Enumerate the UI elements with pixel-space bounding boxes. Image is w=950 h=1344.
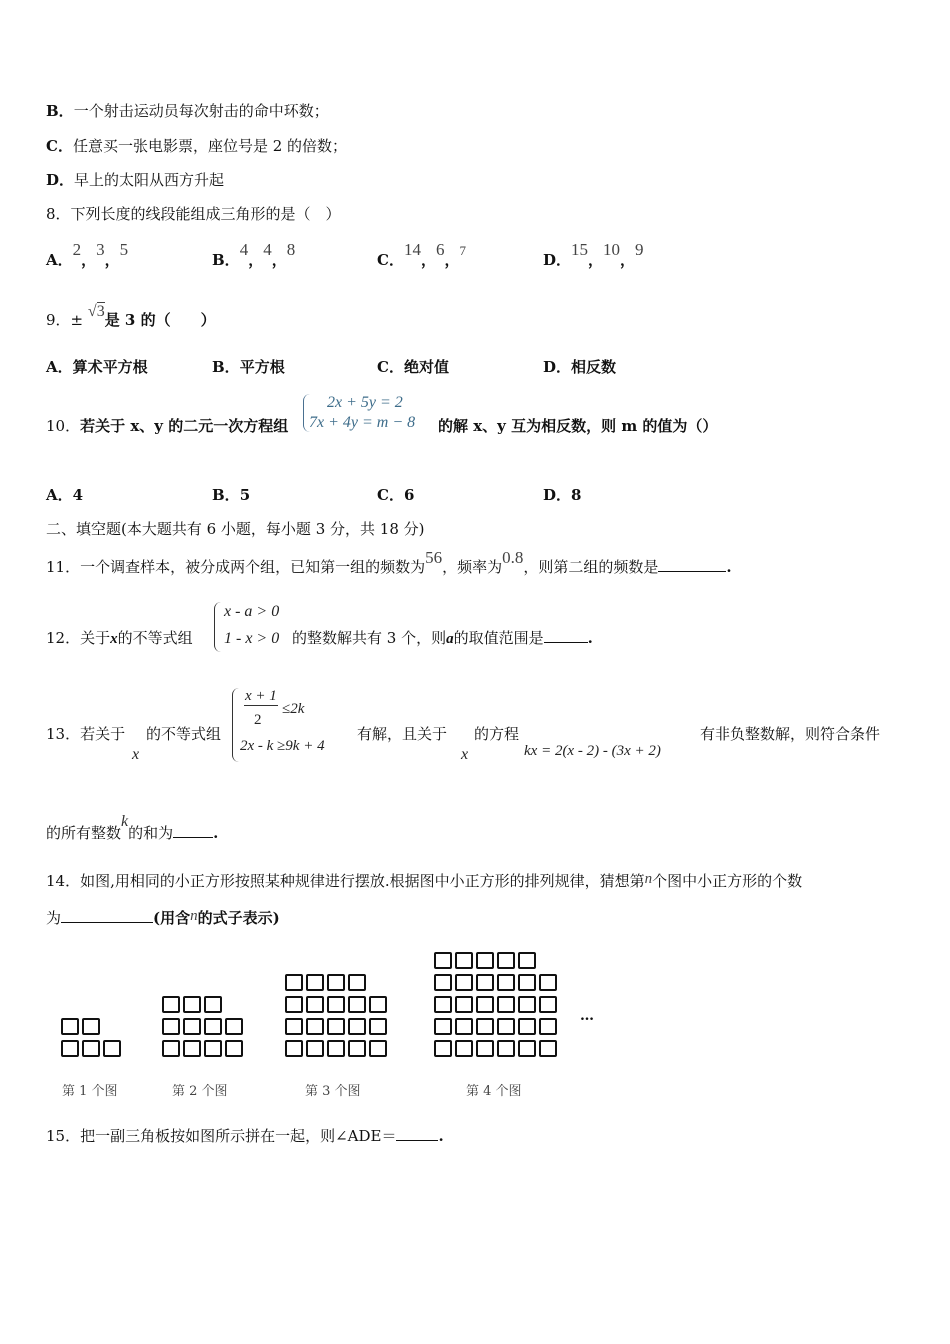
pattern-square: [476, 974, 494, 991]
pattern-square: [225, 1018, 243, 1035]
question-text: 若关于 x、y 的二元一次方程组: [80, 417, 289, 435]
pattern-square: [285, 1040, 303, 1057]
pattern-square: [327, 1040, 345, 1057]
pattern-square: [306, 996, 324, 1013]
q10-equation-system: [303, 394, 438, 434]
option-text: 8: [571, 486, 582, 504]
q10-stem-a: [46, 416, 288, 436]
pattern-square: [162, 1040, 180, 1057]
q12-stem-a: [46, 628, 193, 649]
question-text: 有非负整数解，则符合条件: [700, 725, 881, 743]
q13-var-x2: x: [461, 746, 469, 763]
question-text: (用含: [153, 909, 191, 927]
question-text: 关于: [80, 629, 111, 647]
pattern-square: [455, 1040, 473, 1057]
question-text: 的不等式组: [117, 629, 193, 647]
pattern-square: [497, 1040, 515, 1057]
q13-equation: kx = 2(x - 2) - (3x + 2): [524, 743, 661, 759]
question-text: 的取值范围是: [453, 629, 544, 647]
question-text: ，频率为: [442, 558, 503, 576]
value: 9: [635, 240, 644, 259]
q10-stem-b: [438, 416, 717, 436]
answer-blank[interactable]: [658, 557, 726, 572]
pattern-square: [225, 1040, 243, 1057]
figure-caption: 第 3 个图: [305, 1084, 361, 1099]
pattern-square: [434, 996, 452, 1013]
question-number: 13．: [46, 725, 81, 743]
pattern-square: [162, 996, 180, 1013]
option-letter: C．: [377, 486, 404, 504]
inequality-1-rhs: ≤2k: [282, 701, 305, 717]
radicand: 3: [96, 303, 105, 320]
question-text: 的解 x、y 互为相反数，则 m 的值为（）: [438, 417, 718, 435]
q9-option-b: [212, 357, 285, 377]
question-text: 的方程: [474, 725, 520, 743]
option-text: 相反数: [571, 358, 617, 376]
period: .: [726, 558, 732, 576]
pattern-square: [306, 974, 324, 991]
option-letter: D．: [46, 171, 75, 189]
question-number: 9．: [46, 311, 71, 329]
option-letter: B．: [212, 486, 240, 504]
q13-stem-c: [357, 724, 447, 744]
pattern-square: [518, 974, 536, 991]
option-text: 6: [403, 486, 415, 504]
variable-x: x: [110, 631, 118, 647]
question-text: 为: [46, 909, 62, 927]
value: 15: [571, 240, 589, 259]
figure-caption: 第 1 个图: [62, 1084, 118, 1099]
question-number: 10．: [46, 417, 81, 435]
q7-option-c: [46, 136, 347, 156]
pattern-square: [518, 996, 536, 1013]
pattern-square: [518, 1018, 536, 1035]
option-text: 绝对值: [403, 358, 449, 376]
option-text: 5: [239, 486, 251, 504]
q10-option-c: [377, 485, 414, 505]
frequency-count: 56: [425, 548, 443, 567]
option-letter: D．: [543, 486, 572, 504]
pattern-square: [497, 996, 515, 1013]
period: .: [213, 824, 219, 842]
pattern-square: [327, 1018, 345, 1035]
q7-option-b: [46, 101, 329, 121]
question-text: 的和为: [128, 824, 174, 842]
option-text: 算术平方根: [72, 358, 148, 376]
q10-option-d: [543, 485, 581, 505]
frequency-rate: 0.8: [502, 548, 524, 567]
option-text: 一个射击运动员每次射击的命中环数；: [73, 102, 329, 120]
q12-inequality-system: [214, 602, 294, 654]
pattern-square: [183, 996, 201, 1013]
value: 7: [459, 243, 466, 258]
value: 2: [72, 240, 82, 259]
variable-a: a: [446, 631, 454, 647]
variable-k: k: [121, 813, 129, 830]
pattern-square: [434, 952, 452, 969]
question-text: 把一副三角板按如图所示拼在一起，则∠ADE＝: [80, 1127, 397, 1145]
sqrt-expression: √3: [87, 303, 105, 320]
pattern-square: [204, 1018, 222, 1035]
period: .: [438, 1127, 444, 1145]
pattern-square: [518, 952, 536, 969]
section-heading: 二、填空题(本大题共有 6 小题，每小题 3 分，共 18 分): [46, 520, 425, 538]
equation-2: 7x + 4y = m − 8: [309, 414, 416, 431]
plus-minus: ±: [70, 311, 84, 329]
pattern-square: [61, 1018, 79, 1035]
option-letter: A．: [46, 486, 73, 504]
value: 3: [96, 240, 105, 259]
q10-option-b: [212, 485, 250, 505]
pattern-square: [434, 1040, 452, 1057]
fraction-numerator: x + 1: [245, 688, 277, 704]
q10-option-a: [46, 485, 83, 505]
question-text: 若关于: [80, 725, 126, 743]
pattern-square: [434, 974, 452, 991]
pattern-square: [369, 1040, 387, 1057]
option-text: 早上的太阳从西方升起: [74, 171, 225, 189]
value: 4: [263, 240, 272, 259]
pattern-square: [518, 1040, 536, 1057]
pattern-square: [348, 1040, 366, 1057]
pattern-square: [455, 996, 473, 1013]
inequality-1: x - a > 0: [224, 603, 280, 620]
pattern-square: [497, 974, 515, 991]
pattern-square: [539, 974, 557, 991]
option-letter: C．: [377, 358, 404, 376]
pattern-square: [476, 952, 494, 969]
q9-option-d: [543, 357, 616, 377]
pattern-square: [497, 1018, 515, 1035]
answer-blank[interactable]: [544, 628, 588, 643]
q14-stem: [46, 871, 802, 892]
q13-line2: [46, 813, 219, 844]
pattern-square: [539, 996, 557, 1013]
option-letter: D．: [543, 358, 572, 376]
question-text: 一个调查样本，被分成两个组，已知第一组的频数为: [80, 558, 426, 576]
q9-option-c: [377, 357, 449, 377]
q8-option-c: C．14，6，7: [377, 240, 466, 269]
pattern-square: [183, 1018, 201, 1035]
question-text: 如图,用相同的小正方形按照某种规律进行摆放.根据图中小正方形的排列规律，猜想第: [80, 872, 645, 890]
value: 6: [435, 240, 445, 259]
question-number: 8．: [46, 205, 71, 223]
question-text: 有解，且关于: [357, 725, 448, 743]
pattern-square: [539, 1040, 557, 1057]
answer-blank[interactable]: [61, 908, 153, 923]
pattern-square: [476, 1040, 494, 1057]
pattern-square: [306, 1018, 324, 1035]
pattern-square: [103, 1040, 121, 1057]
pattern-square: [476, 996, 494, 1013]
q13-inequality-system: [232, 688, 357, 764]
pattern-square: [285, 1018, 303, 1035]
q8-option-a: A．2，3，5: [46, 240, 129, 269]
pattern-square: [476, 1018, 494, 1035]
pattern-square: [306, 1040, 324, 1057]
pattern-square: [204, 996, 222, 1013]
value: 5: [119, 240, 129, 259]
pattern-square: [327, 974, 345, 991]
option-text: 4: [72, 486, 84, 504]
pattern-square: [369, 1018, 387, 1035]
option-letter: A．: [46, 251, 73, 269]
question-text: 的式子表示): [197, 909, 280, 927]
question-text: ，则第二组的频数是: [523, 558, 659, 576]
pattern-square: [434, 1018, 452, 1035]
q7-option-d: [46, 170, 224, 190]
figure-caption: 第 4 个图: [466, 1084, 522, 1099]
pattern-square: [455, 1018, 473, 1035]
option-letter: C．: [377, 251, 404, 269]
inequality-2: 2x - k ≥9k + 4: [240, 738, 325, 754]
question-text: 是 3 的（ ）: [104, 311, 216, 329]
variable-n: n: [190, 908, 198, 924]
pattern-square: [61, 1040, 79, 1057]
value: 4: [239, 240, 249, 259]
pattern-square: [348, 974, 366, 991]
pattern-square: [348, 1018, 366, 1035]
equation-1: 2x + 5y = 2: [327, 394, 403, 411]
pattern-square: [348, 996, 366, 1013]
period: .: [587, 629, 593, 647]
value: 8: [286, 240, 296, 259]
value: 14: [403, 240, 421, 259]
q14-line2: [46, 908, 280, 929]
pattern-square: [455, 974, 473, 991]
option-letter: B．: [212, 358, 240, 376]
pattern-square: [539, 1018, 557, 1035]
value: 10: [603, 240, 621, 259]
q13-stem-d: [474, 724, 519, 744]
question-number: 11．: [46, 558, 81, 576]
q8-option-b: B．4，4，8: [212, 240, 296, 269]
figure-caption: 第 2 个图: [172, 1084, 228, 1099]
pattern-square: [183, 1040, 201, 1057]
pattern-square: [82, 1018, 100, 1035]
answer-blank[interactable]: [396, 1126, 438, 1141]
q8-option-d: D．15，10，9: [543, 240, 644, 269]
pattern-square: [204, 1040, 222, 1057]
q9-stem: [46, 303, 216, 331]
option-letter: B．: [212, 251, 240, 269]
question-text: 的所有整数: [46, 824, 122, 842]
question-text: 个图中小正方形的个数: [652, 872, 803, 890]
pattern-square: [327, 996, 345, 1013]
q8-stem: [46, 204, 341, 224]
question-number: 12．: [46, 629, 81, 647]
option-letter: D．: [543, 251, 572, 269]
answer-blank[interactable]: [173, 823, 213, 838]
pattern-square: [369, 996, 387, 1013]
q15-stem: [46, 1126, 444, 1146]
fraction-denominator: 2: [254, 712, 262, 728]
q13-stem-e: [700, 724, 880, 744]
pattern-square: [285, 996, 303, 1013]
ellipsis: …: [580, 1008, 592, 1024]
question-number: 15．: [46, 1127, 81, 1145]
inequality-2: 1 - x > 0: [224, 630, 280, 647]
pattern-square: [455, 952, 473, 969]
question-text: 的不等式组: [146, 725, 222, 743]
pattern-square: [82, 1040, 100, 1057]
q12-stem-b: [292, 628, 593, 649]
q9-option-a: [46, 357, 148, 377]
option-letter: B．: [46, 102, 74, 120]
pattern-square: [285, 974, 303, 991]
q13-stem-b: [146, 724, 221, 744]
question-text: 下列长度的线段能组成三角形的是（ ）: [70, 205, 341, 223]
question-text: 的整数解共有 3 个，则: [292, 629, 447, 647]
option-text: 平方根: [239, 358, 285, 376]
option-text: 任意买一张电影票，座位号是 2 的倍数；: [72, 137, 348, 155]
option-letter: C．: [46, 137, 73, 155]
pattern-square: [162, 1018, 180, 1035]
q13-var-x1: x: [132, 746, 140, 763]
q11-stem: [46, 548, 732, 577]
pattern-square: [497, 952, 515, 969]
question-number: 14．: [46, 872, 81, 890]
q13-stem-a: [46, 724, 125, 744]
variable-n: n: [644, 871, 653, 887]
option-letter: A．: [46, 358, 73, 376]
